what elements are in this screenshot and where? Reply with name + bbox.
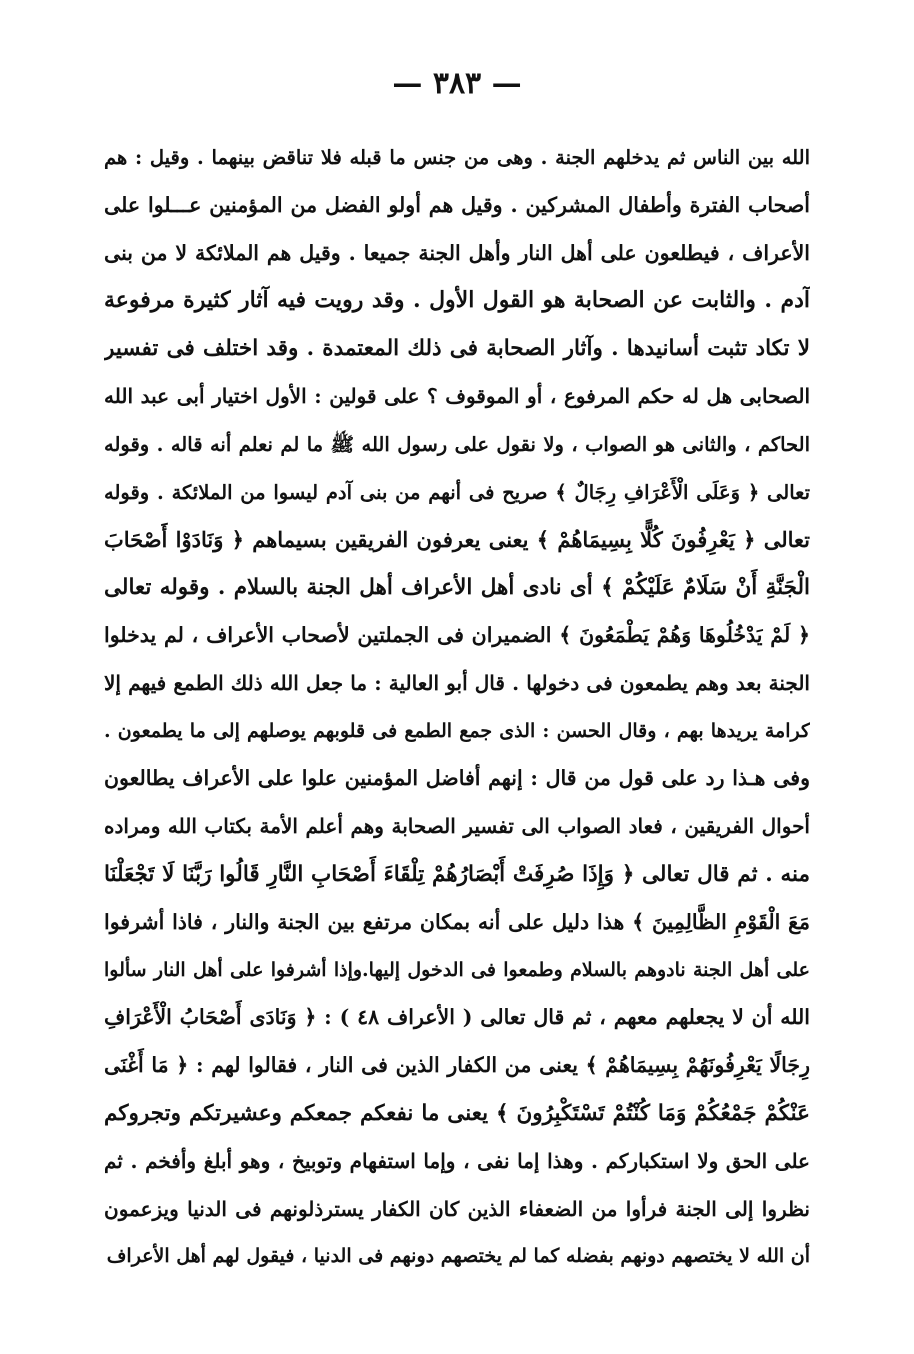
text-line: الحاكم ، والثانى هو الصواب ، ولا نقول على رسول الله ﷺ ما لم نعلم أنه قاله . وقوله (104, 432, 810, 456)
text-line: عَنْكُمْ جَمْعُكُمْ وَمَا كُنْتُمْ تَسْتَكْبِرُونَ ﴾ يعنى ما نفعكم جمعكم وعشيرتكم وتجروكم (104, 1100, 810, 1126)
body-text (104, 134, 810, 1281)
text-line: تعالى ﴿ وَعَلَى الْأَعْرَافِ رِجَالٌ ﴾ صريح فى أنهم من بنى آدم ليسوا من الملائكة . وقوله (104, 480, 810, 504)
text-line: لا تكاد تثبت أسانيدها . وآثار الصحابة فى ذلك المعتمدة . وقد اختلف فى تفسير (104, 336, 810, 362)
text-line: وفى هـذا رد على قول من قال : إنهم أفاضل المؤمنين علوا على الأعراف يطالعون (104, 766, 810, 791)
text-line: الله أن لا يجعلهم معهم ، ثم قال تعالى ( الأعراف ٤٨ ) : ﴿ وَنَادَى أَصْحَابُ الْأَعْرَافِ (104, 1005, 810, 1030)
text-line: الله بين الناس ثم يدخلهم الجنة . وهى من جنس ما قبله فلا تناقض بينهما . وقيل : هم (104, 146, 810, 169)
text-line: مَعَ الْقَوْمِ الظَّالِمِينَ ﴾ هذا دليل على أنه بمكان مرتفع بين الجنة والنار ، فاذا أشرفوا (104, 909, 810, 934)
text-line: آدم . والثابت عن الصحابة هو القول الأول . وقد رويت فيه آثار كثيرة مرفوعة (104, 287, 810, 314)
text-line: على الحق ولا استكباركم . وهذا إما نفى ، وإما استفهام وتوبيخ ، وهو أبلغ وأفخم . ثم (104, 1148, 810, 1173)
text-line: رِجَالًا يَعْرِفُونَهُمْ بِسِيمَاهُمْ ﴾ يعنى من الكفار الذين فى النار ، فقالوا لهم : ﴿ مَا أَغْنَى (104, 1053, 810, 1078)
text-line: الصحابى هل له حكم المرفوع ، أو الموقوف ؟ على قولين : الأول اختيار أبى عبد الله (104, 383, 810, 408)
text-line: تعالى ﴿ يَعْرِفُونَ كُلًّا بِسِيمَاهُمْ ﴾ يعنى يعرفون الفريقين بسيماهم ﴿ وَنَادَوْا أَصْحَابَ (104, 527, 810, 553)
text-line: نظروا إلى الجنة فرأوا من الضعفاء الذين كان الكفار يسترذلونهم فى الدنيا ويزعمون (104, 1196, 810, 1221)
text-line: كرامة يريدها بهم ، وقال الحسن : الذى جمع الطمع فى قلوبهم يوصلهم إلى ما يطمعون . (104, 719, 810, 742)
text-line: أن الله لا يختصهم دونهم بفضله كما لم يختصهم دونهم فى الدنيا ، فيقول لهم أهل الأعراف (106, 1245, 810, 1268)
text-line: الأعراف ، فيطلعون على أهل النار وأهل الجنة جميعا . وقيل هم الملائكة لا من بنى (104, 240, 810, 265)
text-line: ﴿ لَمْ يَدْخُلُوهَا وَهُمْ يَطْمَعُونَ ﴾ الضميران فى الجملتين لأصحاب الأعراف ، لم يدخلوا (104, 622, 810, 647)
text-line: على أهل الجنة نادوهم بالسلام وطمعوا فى الدخول إليها.وإذا أشرفوا على أهل النار سألوا (104, 958, 810, 981)
text-line: الجنة بعد وهم يطمعون فى دخولها . قال أبو العالية : ما جعل الله ذلك الطمع فيهم إلا (104, 670, 810, 695)
text-line: أصحاب الفترة وأطفال المشركين . وقيل هم أولو الفضل من المؤمنين عـــلوا على (104, 192, 810, 217)
text-line: أحوال الفريقين ، فعاد الصواب الى تفسير الصحابة وهم أعلم الأمة بكتاب الله ومراده (104, 814, 810, 839)
text-line: الْجَنَّةِ أَنْ سَلَامٌ عَلَيْكُمْ ﴾ أى نادى أهل الأعراف أهل الجنة بالسلام . وقوله تعالى (104, 575, 810, 601)
text-line: منه . ثم قال تعالى ﴿ وَإِذَا صُرِفَتْ أَبْصَارُهُمْ تِلْقَاءَ أَصْحَابِ النَّارِ قَالُوا رَبَّنَا لَا تَجْعَلْنَا (104, 861, 810, 887)
page-number: — ٣٨٣ — (392, 66, 522, 101)
